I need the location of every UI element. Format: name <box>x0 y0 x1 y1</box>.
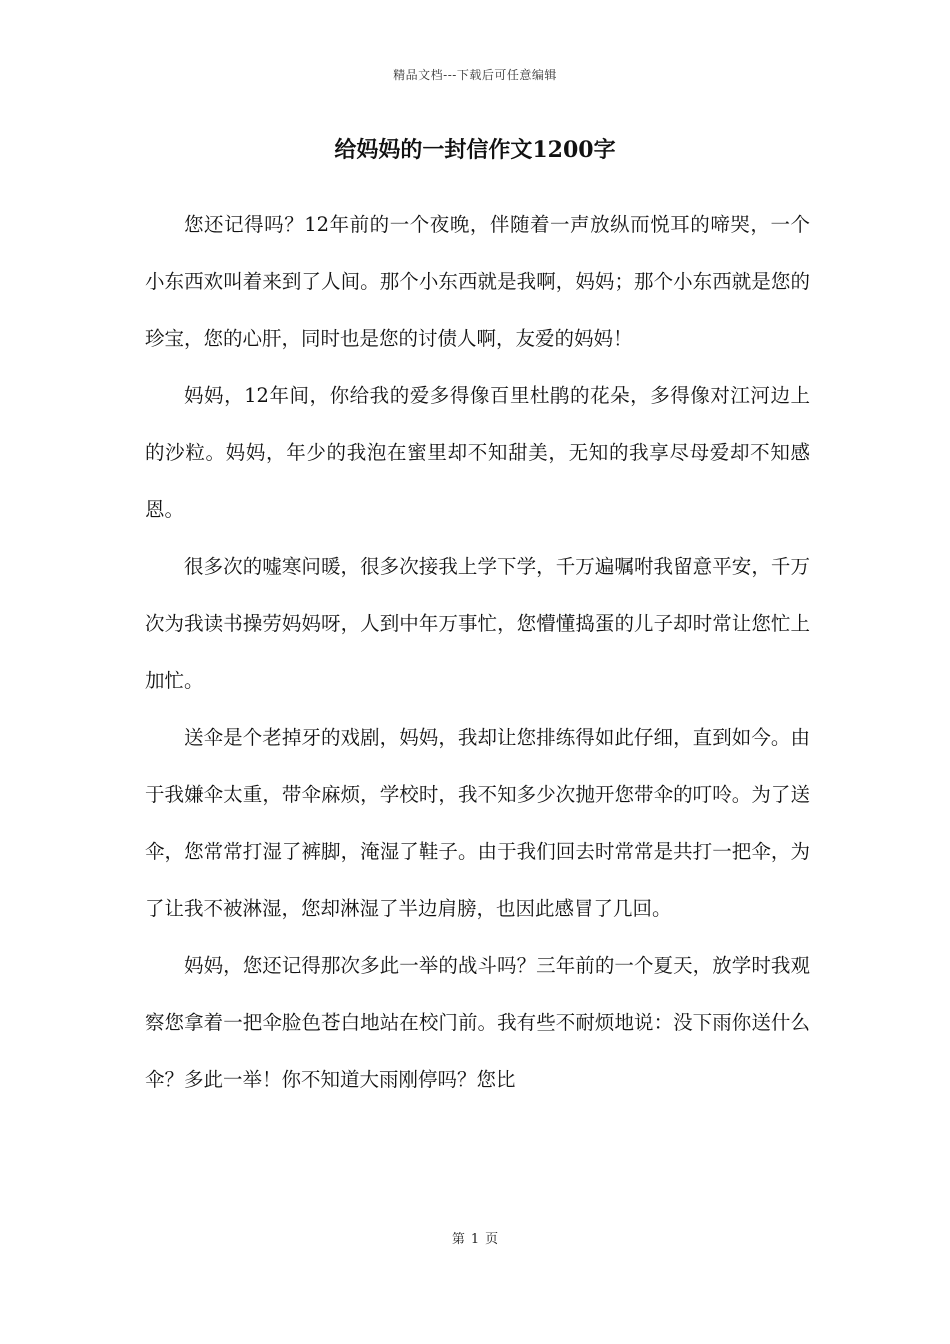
paragraph-5: 妈妈，您还记得那次多此一举的战斗吗？三年前的一个夏天，放学时我观察您拿着一把伞脸色苍白地站在校门前。我有些不耐烦地说：没下雨你送什么伞？多此一举！你不知道大雨刚停吗？您比 <box>145 954 810 1091</box>
document-title: 给妈妈的一封信作文1200字 <box>334 137 616 163</box>
page-footer <box>0 1228 950 1247</box>
document-body <box>145 196 810 1108</box>
footer-prefix: 第 <box>451 1232 465 1247</box>
paragraph-4: 送伞是个老掉牙的戏剧，妈妈，我却让您排练得如此仔细，直到如今。由于我嫌伞太重，带伞麻烦，学校时，我不知多少次抛开您带伞的叮呤。为了送伞，您常常打湿了裤脚，淹湿了鞋子。由于我们回去时常常是共打一把伞，为了让我不被淋湿，您却淋湿了半边肩膀，也因此感冒了几回。 <box>145 726 810 920</box>
page-number: 1 <box>470 1232 480 1247</box>
header-note: 精品文档---下载后可任意编辑 <box>393 68 557 82</box>
paragraph-3: 很多次的嘘寒问暖，很多次接我上学下学，千万遍嘱咐我留意平安，千万次为我读书操劳妈妈呀，人到中年万事忙，您懵懂捣蛋的儿子却时常让您忙上加忙。 <box>145 555 810 692</box>
paragraph-2: 妈妈，12年间，你给我的爱多得像百里杜鹃的花朵，多得像对江河边上的沙粒。妈妈，年少的我泡在蜜里却不知甜美，无知的我享尽母爱却不知感恩。 <box>145 384 810 521</box>
footer-suffix: 页 <box>485 1232 499 1247</box>
paragraph-1: 您还记得吗？12年前的一个夜晚，伴随着一声放纵而悦耳的啼哭，一个小东西欢叫着来到了人间。那个小东西就是我啊，妈妈；那个小东西就是您的珍宝，您的心肝，同时也是您的讨债人啊，友爱的妈妈！ <box>145 213 810 350</box>
